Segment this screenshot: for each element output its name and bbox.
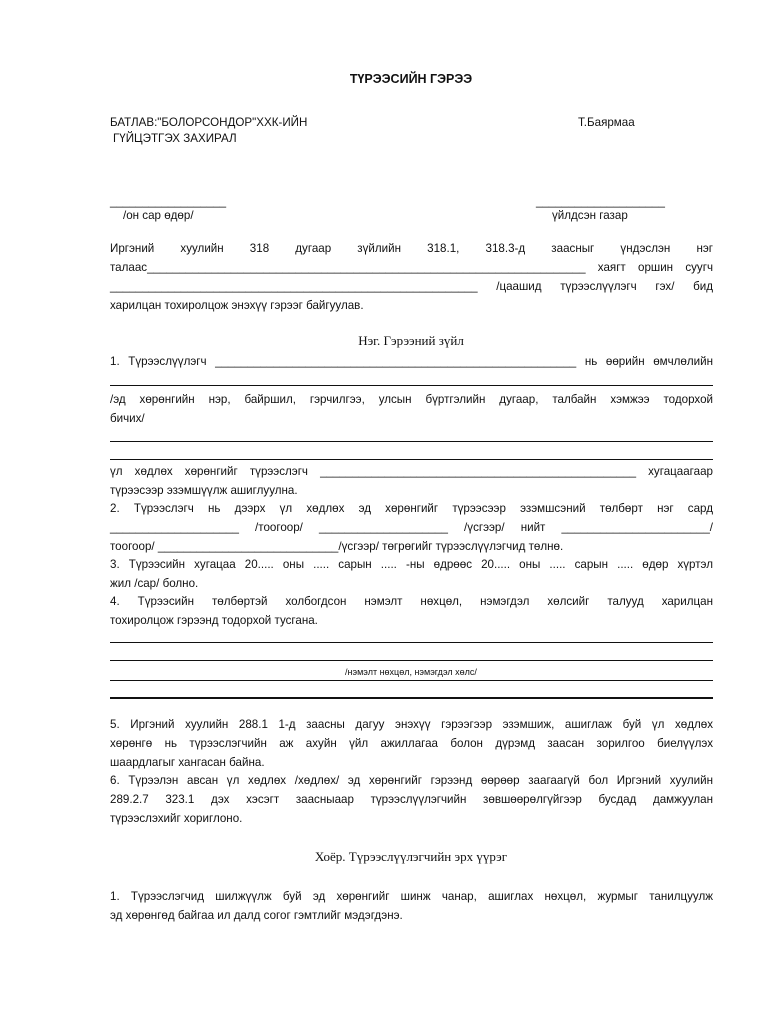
place-label: үйлдсэн газар — [552, 209, 628, 222]
clause-2-1: эд хөрөнгөд байгаа ил далд согог гэмтлийг мэдэгдэнэ. — [110, 909, 403, 922]
clause-1-3: 3. Түрээсийн хугацаа 20..... оны ..... сарын ..... -ны өдрөөс 20..... оны ..... сарын ..... өдөр хүртэл — [110, 558, 713, 571]
clause-1-6: түрээслэхийг хориглоно. — [110, 812, 243, 825]
fill-line — [110, 642, 713, 643]
clause-1-5: хөрөнгө нь түрээслэгчийн аж ахуйн үйл ажиллагаа болон дүрэмд заасан зорилгоо биелүүлэх — [110, 737, 713, 750]
fill-line — [110, 459, 713, 460]
fill-line — [110, 385, 713, 386]
clause-1-4: 4. Түрээсийн төлбөртэй холбогдсон нэмэлт нөхцөл, нэмэгдэл хөлсийг талууд харилцан — [110, 595, 713, 608]
clause-1-5: шаардлагыг хангасан байна. — [110, 756, 265, 769]
date-blank: __________________ — [110, 195, 227, 208]
fill-line — [110, 680, 713, 681]
clause-1-1-end: түрээсээр эзэмшүүлж ашиглуулна. — [110, 484, 298, 497]
document-title: ТҮРЭЭСИЙН ГЭРЭЭ — [349, 72, 473, 86]
clause-1-4: тохиролцож гэрээнд тодорхой тусгана. — [110, 614, 318, 627]
date-label: /он сар өдөр/ — [123, 209, 194, 222]
clause-2-1: 1. Түрээслэгчид шилжүүлж буй эд хөрөнгийг шинж чанар, ашиглах нөхцөл, журмыг танилцуулж — [110, 890, 713, 903]
clause-1-3: жил /сар/ болно. — [110, 577, 199, 590]
clause-1-6: 289.2.7 323.1 дэх хэсэгт заасныаар түрээслүүлэгчийн зөвшөөрөлгүйгээр бусдад дамжуулан — [110, 793, 713, 806]
intro-line: Иргэний хуулийн 318 дугаар зүйлийн 318.1, 318.3-д заасныг үндэслэн нэг — [110, 242, 713, 255]
intro-line: _________________________________________________________ /цаашид түрээслүүлэгч гэх/ бид — [110, 280, 713, 293]
clause-1-1-desc: /эд хөрөнгийн нэр, байршил, гэрчилгээ, улсын бүртгэлийн дугаар, талбайн хэмжээ тодорхой — [110, 393, 713, 406]
intro-line: харилцан тохиролцож энэхүү гэрээг байгуулав. — [110, 299, 364, 312]
approver-name: Т.Баярмаа — [578, 116, 635, 129]
approval-line-1: БАТЛАВ:"БОЛОРСОНДОР"ХХК-ИЙН — [110, 116, 308, 129]
clause-1-2: тоогоор/ ____________________________/үсгээр/ төгрөгийг түрээслүүлэгчид төлнө. — [110, 540, 564, 553]
fill-line — [110, 441, 713, 442]
intro-line: талаас____________________________________________________________________ хаягт оршин суугч — [110, 261, 713, 274]
clause-1-5: 5. Иргэний хуулийн 288.1 1-д заасны дагуу энэхүү гэрээгээр эзэмшиж, ашиглаж буй үл хөдлөх — [110, 718, 713, 731]
fill-line — [110, 660, 713, 661]
section-1-title: Нэг. Гэрээний зүйл — [358, 333, 464, 348]
approval-line-2: ГҮЙЦЭТГЭХ ЗАХИРАЛ — [113, 132, 237, 145]
fill-line — [110, 697, 713, 699]
clause-1-1-desc: бичих/ — [110, 412, 145, 425]
clause-1-1: 1. Түрээслүүлэгч ________________________________________________________ нь өөрийн өмчлөлийн — [110, 355, 713, 368]
place-blank: ____________________ — [536, 195, 665, 208]
clause-1-1-end: үл хөдлөх хөрөнгийг түрээслэгч _________________________________________________ хугацаагаар — [110, 465, 713, 478]
clause-1-6: 6. Түрээлэн авсан үл хөдлөх /хөдлөх/ эд хөрөнгийг гэрээнд өөрөөр заагаагүй бол Иргэний хуулийн — [110, 774, 713, 787]
clause-1-2: 2. Түрээслэгч нь дээрх үл хөдлөх эд хөрөнгийг түрээсээр эзэмшсэний төлбөрт нэг сард — [110, 502, 713, 515]
section-2-title: Хоёр. Түрээслүүлэгчийн эрх үүрэг — [314, 849, 508, 864]
extra-terms-label: /нэмэлт нөхцөл, нэмэгдэл хөлс/ — [345, 667, 477, 677]
clause-1-2: ____________________ /тоогоор/ ____________________ /үсгээр/ нийт _______________________/ — [110, 521, 713, 534]
